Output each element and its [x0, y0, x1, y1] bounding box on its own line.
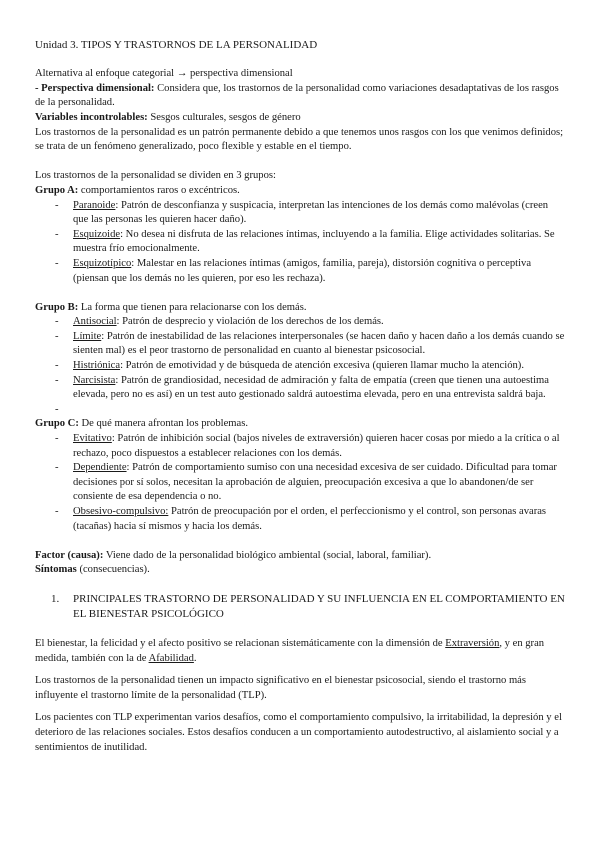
list-item [35, 228, 565, 257]
disorder-description: : Patrón de desconfianza y suspicacia, interpretan las intenciones de los demás como malévolas (creen que las personas les quieren hacer daño). [73, 199, 549, 226]
paragraph-tlp: Los pacientes con TLP experimentan varios desafíos, como el comportamiento compulsivo, la irritabilidad, la depresión y el deterioro de las relaciones sociales. Estos desafíos conducen a un comportamiento autodestructivo, al aislamiento social y a sentimientos de inutilidad. [35, 712, 562, 753]
disorder-term: Paranoide [73, 199, 116, 211]
list-item [35, 257, 565, 286]
disorder-description: : Malestar en las relaciones íntimas (amigos, familia, pareja), distorsión cognitiva o perceptiva (piensan que los demás no les quieren, por eso les rechaza). [73, 257, 532, 284]
factor-lead: Factor (causa): [35, 549, 104, 561]
symptoms-lead: Síntomas [35, 564, 77, 576]
disorder-description: : Patrón de emotividad y de búsqueda de atención excesiva (quieren llamar mucho la atención). [120, 360, 524, 372]
dash-bullet: - [55, 433, 59, 445]
spacer [35, 286, 565, 301]
disorder-term: Obsesivo-compulsivo: [73, 506, 169, 517]
dash-bullet: - [55, 316, 59, 328]
list-item [35, 374, 565, 403]
list-item [35, 432, 565, 461]
dash-bullet: - [55, 257, 59, 269]
section-heading [35, 592, 565, 622]
dash-bullet: - [55, 228, 59, 240]
disorder-term: Esquizotípico [73, 257, 132, 269]
list-item [35, 330, 565, 359]
disorder-term: Narcisista [73, 374, 116, 386]
disorder-term: Antisocial [73, 316, 117, 328]
disorder-description: : Patrón de desprecio y violación de los derechos de los demás. [116, 316, 384, 328]
paragraph-text: El bienestar, la felicidad y el afecto positivo se relacionan sistemáticamente con la dimensión de [35, 637, 446, 649]
group-b-lead: Grupo B: [35, 301, 79, 313]
symptoms-text: (consecuencias). [76, 564, 150, 576]
disorder-term: Evitativo [73, 433, 112, 445]
uncontrollable-variables-lead: Variables incontrolables: [35, 111, 148, 123]
disorder-term: Límite [73, 330, 102, 342]
disorder-description: : Patrón de comportamiento sumiso con una necesidad excesiva de ser cuidado. Dificultad para tomar decisiones por sí solos, necesitan la aprobación de alguien, preocupación excesiva a que lo abandonen/de ser consiente de esa dependencia o no. [73, 462, 557, 503]
disorder-description: : Patrón de grandiosidad, necesidad de admiración y falta de empatía (creen que tienen una autoestima elevada, pero no es así) en un test auto gestionado saldrá autoestima elevada, pero en una entrevista saldrá baja. [73, 374, 549, 401]
dimensional-perspective-lead: - Perspectiva dimensional: [35, 82, 155, 94]
spacer [35, 534, 565, 549]
section-number: 1. [51, 592, 60, 605]
spacer [35, 622, 565, 637]
list-item [35, 199, 565, 228]
uncontrollable-variables-text: Sesgos culturales, sesgos de género [147, 111, 301, 123]
dimensional-perspective-text: Considera que, los trastornos de la personalidad como variaciones desadaptativas de los rasgos de la personalidad. [35, 82, 559, 109]
groups-intro: Los trastornos de la personalidad se dividen en 3 grupos: [35, 170, 276, 182]
group-c-lead: Grupo C: [35, 418, 79, 430]
list-item [35, 315, 565, 330]
spacer [35, 155, 565, 170]
group-b-text: La forma que tienen para relacionarse con los demás. [78, 301, 307, 313]
group-c-list [35, 432, 565, 534]
disorder-term: Histriónica [73, 360, 121, 372]
intro-paragraph: Los trastornos de la personalidad es un patrón permanente debido a que tenemos unos rasgos con los que venimos definidos; se trata de un fenómeno generalizado, poco flexible y estable en el tiempo. [35, 126, 564, 153]
spacer [35, 666, 565, 674]
group-c-text: De qué manera afrontan los problemas. [78, 418, 249, 430]
factor-line [35, 549, 565, 564]
spacer [35, 703, 565, 711]
disorder-description: : Patrón de inhibición social (bajos niveles de extraversión) quieren hacer cosas por miedo a la crítica o al rechazo, poco dispuestos a establecer relaciones con los demás. [73, 433, 560, 459]
paragraph-text: . [193, 652, 197, 664]
term-extraversion: Extraversión [445, 637, 500, 649]
disorder-term: Esquizoide [73, 228, 121, 240]
document-body [35, 38, 565, 755]
unit-title: Unidad 3. TIPOS Y TRASTORNOS DE LA PERSONALIDAD [35, 39, 318, 51]
paragraph-wellbeing [35, 637, 565, 666]
factor-text: Viene dado de la personalidad biológico ambiental (social, laboral, familiar). [103, 549, 432, 561]
disorder-term: Dependiente [73, 462, 127, 474]
dash-bullet: - [55, 199, 59, 211]
paragraph-impact: Los trastornos de la personalidad tienen un impacto significativo en el bienestar psicosocial, siendo el trastorno más influyente el trastorno límite de la personalidad (TLP). [35, 675, 527, 701]
group-a-list [35, 199, 565, 287]
group-b-heading [35, 301, 565, 316]
group-b-list [35, 315, 565, 417]
dash-bullet: - [55, 330, 59, 342]
uncontrollable-variables [35, 111, 565, 126]
group-a-heading [35, 184, 565, 199]
list-item [35, 505, 565, 534]
section-title: PRINCIPALES TRASTORNO DE PERSONALIDAD Y SU INFLUENCIA EN EL COMPORTAMIENTO EN EL BIENESTAR PSICOLÓGICO [73, 592, 565, 621]
symptoms-line [35, 563, 565, 578]
group-a-text: comportamientos raros o excéntricos. [78, 184, 240, 196]
paragraph-text: , y en gran medida, también con la de [35, 637, 545, 664]
group-c-heading [35, 417, 565, 432]
list-item [35, 461, 565, 505]
dash-bullet: - [55, 374, 59, 386]
dash-bullet: - [55, 506, 59, 517]
spacer [35, 53, 565, 68]
dash-bullet: - [55, 462, 59, 474]
disorder-description: Patrón de preocupación por el orden, el perfeccionismo y el control, son personas avaras (tacañas) hacia sí mismos y hacia los demás. [73, 506, 547, 532]
intro-line: Alternativa al enfoque categorial → perspectiva dimensional [35, 68, 293, 80]
list-item [35, 359, 565, 374]
term-agreeableness: Afabilidad [148, 652, 194, 664]
group-a-lead: Grupo A: [35, 184, 79, 196]
dash-bullet: - [55, 403, 59, 415]
disorder-description: : No desea ni disfruta de las relaciones íntimas, incluyendo a la familia. Elige actividades solitarias. Se muestra frío emocionalmente. [73, 228, 555, 255]
list-item-empty [35, 403, 565, 418]
disorder-description: : Patrón de inestabilidad de las relaciones interpersonales (se hacen daño y hacen daño a los demás cuando se sienten mal) es el peor trastorno de personalidad en cuanto al bienestar psicosocial. [73, 330, 565, 357]
dash-bullet: - [55, 360, 59, 372]
dimensional-perspective [35, 82, 565, 111]
